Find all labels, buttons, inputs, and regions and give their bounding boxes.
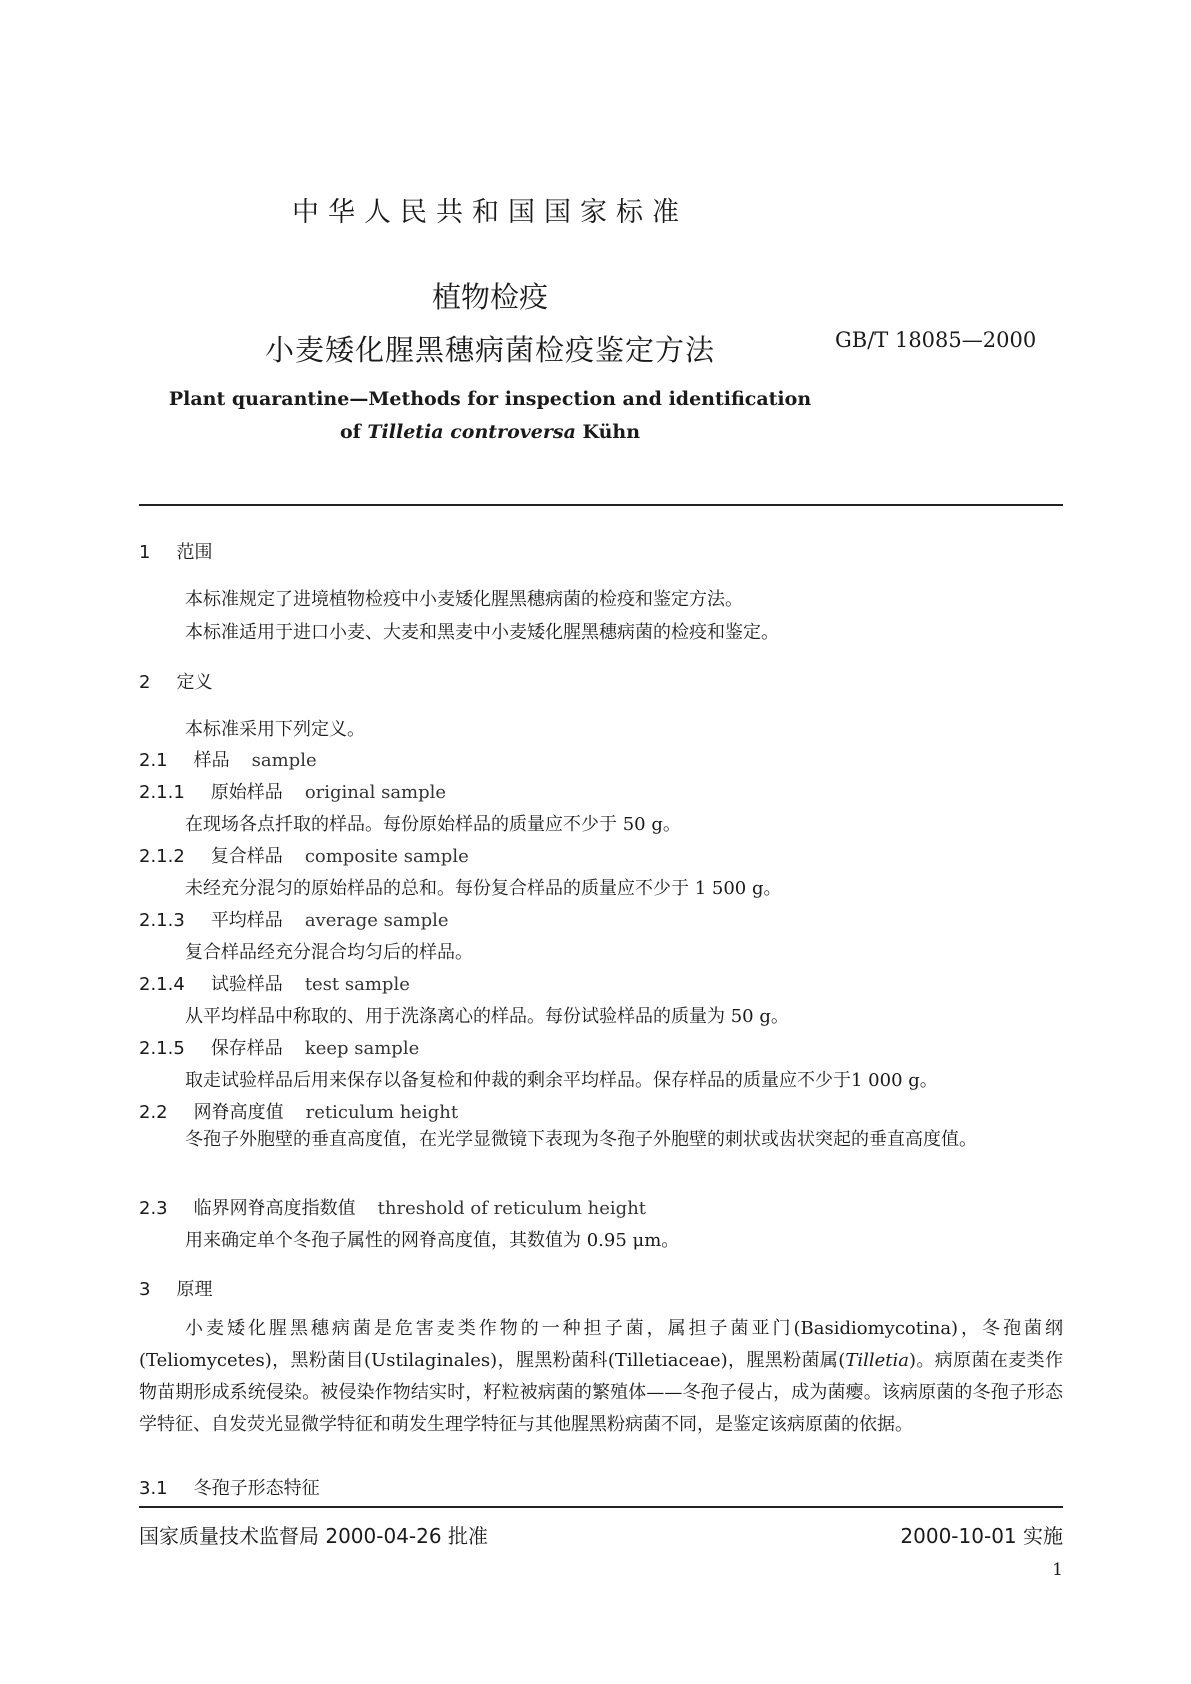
clause-number: 2.1.2 (139, 846, 185, 867)
term: 临界网脊高度指数值 (193, 1198, 356, 1219)
clause-number: 3.1 (139, 1478, 168, 1499)
definition-text: 用来确定单个冬孢子属性的网脊高度值，其数值为 0.95 μm。 (185, 1230, 680, 1251)
term: 保存样品 (210, 1038, 283, 1059)
section-1-heading (139, 538, 212, 564)
english-title-line-1: Plant quarantine—Methods for inspection and identification (168, 388, 812, 410)
term-english: threshold of reticulum height (377, 1198, 647, 1219)
term-english: sample (251, 750, 317, 771)
definition-2-1-1 (139, 778, 446, 804)
implementation-date: 2000-10-01 实施 (900, 1524, 1063, 1548)
section-title: 定义 (176, 672, 213, 693)
paragraph: 本标准适用于进口小麦、大麦和黑麦中小麦矮化腥黑穗病菌的检疫和鉴定。 (185, 622, 779, 643)
clause-number: 2.1.1 (139, 782, 185, 803)
header-rule (139, 504, 1063, 506)
definition-text: 取走试验样品后用来保存以备复检和仲裁的剩余平均样品。保存样品的质量应不少于1 000 g。 (185, 1070, 938, 1091)
definition-text: 冬孢子外胞壁的垂直高度值，在光学显微镜下表现为冬孢子外胞壁的刺状或齿状突起的垂直高度值。 (185, 1129, 977, 1150)
section-title: 范围 (176, 542, 213, 563)
standard-number: GB/T 18085—2000 (835, 328, 1037, 352)
definition-text: 从平均样品中称取的、用于洗涤离心的样品。每份试验样品的质量为 50 g。 (185, 1006, 789, 1027)
principle-genus: Tilletia (845, 1350, 909, 1371)
section-title: 原理 (176, 1279, 213, 1300)
term-english: reticulum height (305, 1102, 459, 1123)
term: 平均样品 (210, 910, 283, 931)
section-number: 3 (139, 1279, 151, 1300)
section-2-heading (139, 668, 212, 694)
principle-text-b: )。病原菌在麦类作物苗期形成系统侵染。被侵染作物结实时，籽粒被病菌的繁殖体——冬孢子侵占，成为菌瘿。该病原菌的冬孢子形态学特征、自发荧光显微学特征和萌发生理学特征与其他腥黑粉病菌不同，是鉴定该病原菌的依据。 (139, 1350, 1064, 1435)
definition-text: 在现场各点扦取的样品。每份原始样品的质量应不少于 50 g。 (185, 814, 681, 835)
principle-paragraph (139, 1313, 1063, 1441)
title-line-1: 植物检疫 (431, 280, 548, 314)
english-title-line-2 (0, 421, 980, 443)
definition-2-1 (139, 746, 317, 772)
term: 网脊高度值 (193, 1102, 284, 1123)
definition-2-1-3 (139, 906, 449, 932)
definition-2-3 (139, 1194, 646, 1220)
clause-number: 2.1.3 (139, 910, 185, 931)
definition-2-1-5 (139, 1034, 419, 1060)
paragraph: 本标准采用下列定义。 (185, 719, 365, 740)
title-line-2: 小麦矮化腥黑穗病菌检疫鉴定方法 (264, 333, 715, 367)
definition-text: 复合样品经充分混合均匀后的样品。 (185, 942, 473, 963)
definition-2-2 (139, 1098, 458, 1124)
clause-number: 2.1.4 (139, 974, 185, 995)
subsection-title: 冬孢子形态特征 (193, 1478, 320, 1499)
english-title-prefix: of (339, 421, 368, 443)
principle-text-a: 小麦矮化腥黑穗病菌是危害麦类作物的一种担子菌，属担子菌亚门(Basidiomycotina)，冬孢菌纲(Teliomycetes)，黑粉菌目(Ustilaginales)，腥黑粉菌科(Tilletiaceae)，腥黑粉菌属( (139, 1318, 1063, 1371)
paragraph: 本标准规定了进境植物检疫中小麦矮化腥黑穗病菌的检疫和鉴定方法。 (185, 589, 743, 610)
definition-2-1-4 (139, 970, 410, 996)
term-english: test sample (304, 974, 410, 995)
english-title-species: Tilletia controversa (367, 421, 576, 443)
section-number: 1 (139, 542, 151, 563)
clause-number: 2.2 (139, 1102, 168, 1123)
page-number: 1 (1052, 1560, 1063, 1580)
term: 样品 (193, 750, 230, 771)
section-number: 2 (139, 672, 151, 693)
definition-2-1-2 (139, 842, 469, 868)
term-english: original sample (304, 782, 447, 803)
term: 复合样品 (210, 846, 283, 867)
term-english: keep sample (304, 1038, 420, 1059)
national-standard-heading: 中华人民共和国国家标准 (292, 197, 688, 228)
clause-number: 2.1.5 (139, 1038, 185, 1059)
section-3-heading (139, 1275, 212, 1301)
term-english: composite sample (304, 846, 469, 867)
definition-text: 未经充分混匀的原始样品的总和。每份复合样品的质量应不少于 1 500 g。 (185, 878, 782, 899)
clause-number: 2.1 (139, 750, 168, 771)
approval-date: 国家质量技术监督局 2000-04-26 批准 (139, 1524, 488, 1548)
english-title-suffix: Kühn (575, 421, 641, 443)
subsection-3-1 (139, 1474, 320, 1500)
term: 试验样品 (210, 974, 283, 995)
term-english: average sample (304, 910, 449, 931)
clause-number: 2.3 (139, 1198, 168, 1219)
term: 原始样品 (210, 782, 283, 803)
footer-rule (139, 1506, 1063, 1508)
